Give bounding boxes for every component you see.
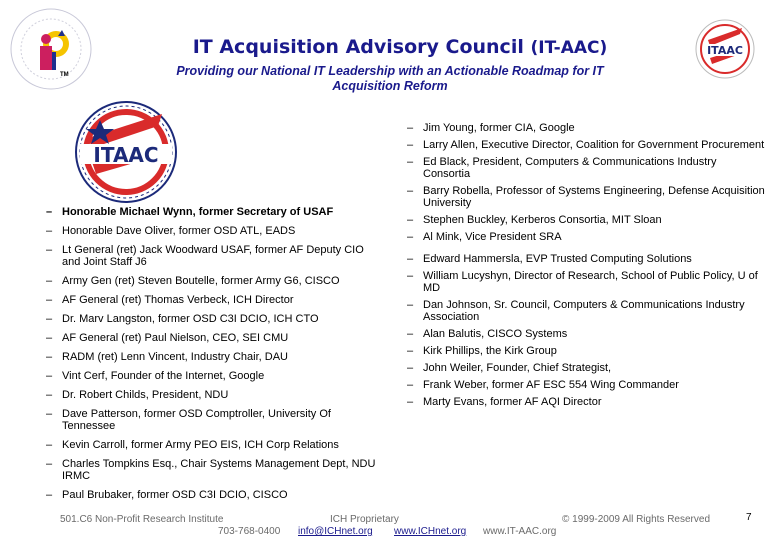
title-text: IT Acquisition Advisory Council (192, 36, 524, 58)
list-item: – Army Gen (ret) Steven Boutelle, former Army G6, CISCO (44, 275, 384, 287)
list-item: – Vint Cerf, Founder of the Internet, Google (44, 370, 384, 382)
itaac-badge-logo (694, 18, 756, 80)
page-title (120, 36, 680, 58)
list-item: – Lt General (ret) Jack Woodward USAF, former AF Deputy CIO and Joint Staff J6 (44, 244, 384, 268)
list-item: – Honorable Michael Wynn, former Secretary of USAF (44, 206, 384, 218)
list-item: – Stephen Buckley, Kerberos Consortia, MIT Sloan (405, 214, 765, 226)
list-item: – Ed Black, President, Computers & Communications Industry Consortia (405, 156, 765, 180)
list-item: – Kevin Carroll, former Army PEO EIS, ICH Corp Relations (44, 439, 384, 451)
title-acronym: (IT-AAC) (530, 38, 608, 58)
list-item: – Marty Evans, former AF AQI Director (405, 396, 765, 408)
list-item: – Larry Allen, Executive Director, Coalition for Government Procurement (405, 139, 765, 151)
list-item: – Alan Balutis, CISCO Systems (405, 328, 765, 340)
list-item: – AF General (ret) Thomas Verbeck, ICH Director (44, 294, 384, 306)
page-subtitle: Providing our National IT Leadership with an Actionable Roadmap for IT Acquisition Reform (176, 64, 604, 93)
list-item: – Kirk Phillips, the Kirk Group (405, 345, 765, 357)
list-item: – Frank Weber, former AF ESC 554 Wing Commander (405, 379, 765, 391)
list-item: – Barry Robella, Professor of Systems Engineering, Defense Acquisition University (405, 185, 765, 209)
trademark-mark: TM (60, 72, 69, 78)
right-advisors-list (405, 122, 765, 413)
list-item: – RADM (ret) Lenn Vincent, Industry Chair, DAU (44, 351, 384, 363)
list-item: – Dr. Marv Langston, former OSD C3I DCIO, ICH CTO (44, 313, 384, 325)
interoperability-clearinghouse-logo (8, 6, 94, 92)
footer-website-secondary: www.IT-AAC.org (483, 526, 557, 537)
right-logo-text: ITAAC (707, 44, 743, 57)
list-item: – Jim Young, former CIA, Google (405, 122, 765, 134)
list-item: – Edward Hammersla, EVP Trusted Computing Solutions (405, 253, 765, 265)
list-item: – Honorable Dave Oliver, former OSD ATL, EADS (44, 225, 384, 237)
left-advisors-list (44, 206, 384, 508)
list-item: – Dave Patterson, former OSD Comptroller, University Of Tennessee (44, 408, 384, 432)
list-item: – Dan Johnson, Sr. Council, Computers & Communications Industry Association (405, 299, 765, 323)
list-item: – Al Mink, Vice President SRA (405, 231, 765, 243)
list-item: – AF General (ret) Paul Nielson, CEO, SEI CMU (44, 332, 384, 344)
footer-copyright: © 1999-2009 All Rights Reserved (562, 514, 711, 525)
footer-phone: 703-768-0400 (218, 526, 281, 537)
footer-org: 501.C6 Non-Profit Research Institute (60, 514, 224, 525)
footer-website-link[interactable]: www.ICHnet.org (394, 526, 467, 537)
list-item: – Dr. Robert Childs, President, NDU (44, 389, 384, 401)
seal-text: ITAAC (93, 143, 159, 167)
page-number: 7 (746, 512, 752, 523)
itaac-seal (58, 100, 194, 204)
footer-email-link[interactable]: info@ICHnet.org (298, 526, 373, 537)
list-item: – Paul Brubaker, former OSD C3I DCIO, CISCO (44, 489, 384, 501)
list-item: – Charles Tompkins Esq., Chair Systems Management Dept, NDU IRMC (44, 458, 384, 482)
list-item: – John Weiler, Founder, Chief Strategist, (405, 362, 765, 374)
footer-proprietary: ICH Proprietary (330, 514, 399, 525)
list-item: – William Lucyshyn, Director of Research, School of Public Policy, U of MD (405, 270, 765, 294)
